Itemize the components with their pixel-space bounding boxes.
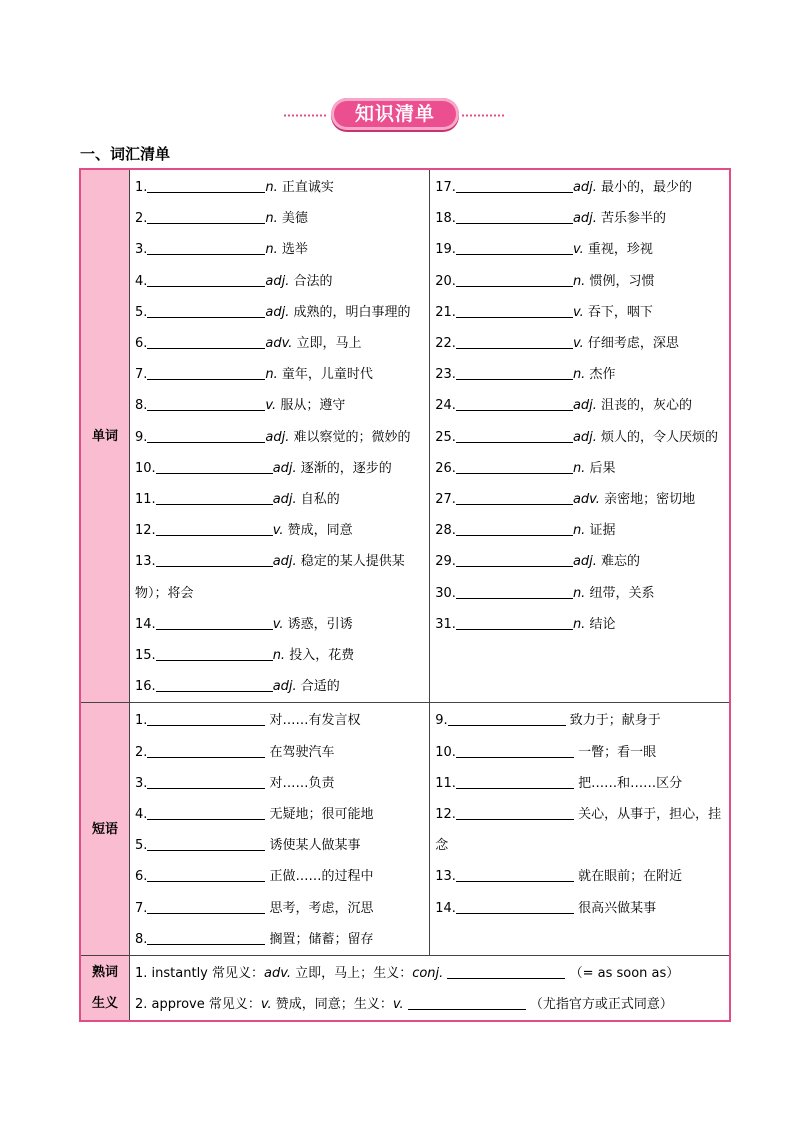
phrase-item: [135, 768, 429, 799]
common-label: 常见义：: [208, 997, 261, 1013]
phrase-item: [135, 893, 429, 924]
part-of-speech: adj.: [265, 429, 290, 445]
phrase-meaning: 搁置；储蓄；留存: [269, 931, 374, 947]
item-number: 17.: [435, 180, 456, 195]
item-number: 12.: [135, 523, 156, 539]
word-item: [135, 671, 429, 702]
word-meaning: 惯例，习惯: [589, 273, 655, 289]
item-number: 11.: [435, 775, 456, 791]
meaning-note: （= as soon as）: [569, 966, 680, 982]
item-number: 1.: [135, 180, 148, 195]
answer-blank[interactable]: [147, 930, 265, 945]
answer-blank[interactable]: [456, 552, 573, 567]
answer-blank[interactable]: [456, 365, 573, 380]
category-familiar: [80, 956, 130, 1022]
item-number: 28.: [435, 523, 456, 539]
part-of-speech: v.: [572, 304, 584, 320]
phrase-item: [135, 861, 429, 892]
answer-blank[interactable]: [147, 365, 265, 380]
answer-blank[interactable]: [456, 867, 574, 882]
word-meaning: 证据: [589, 523, 616, 539]
phrase-item: [135, 737, 429, 768]
answer-blank[interactable]: [456, 209, 573, 224]
word-item: [135, 422, 429, 453]
word-meaning: 合法的: [293, 273, 333, 289]
word-item: [435, 484, 729, 515]
item-number: 5.: [135, 838, 148, 854]
word-item: [135, 640, 429, 671]
answer-blank[interactable]: [147, 899, 265, 914]
item-number: 24.: [435, 398, 456, 414]
word-item: [135, 266, 429, 297]
phrases-left-column: [130, 703, 430, 956]
item-number: 10.: [435, 744, 456, 760]
part-of-speech: adj.: [272, 460, 297, 476]
category-words: 单词: [80, 169, 130, 703]
word-meaning: 重视，珍视: [587, 242, 653, 258]
word-meaning: 立即，马上: [296, 336, 362, 352]
new-label: 生义：: [373, 966, 413, 982]
word-item: [435, 359, 729, 390]
part-of-speech: n.: [265, 367, 278, 383]
answer-blank[interactable]: [147, 334, 265, 349]
section-header: [283, 98, 505, 132]
word-item: [135, 609, 429, 640]
phrase-meaning: 在驾驶汽车: [269, 744, 335, 760]
word-meaning: 选举: [281, 242, 308, 258]
answer-blank[interactable]: [147, 272, 265, 287]
words-left-column: [130, 169, 430, 703]
part-of-speech: adj.: [572, 429, 597, 445]
words-row: [80, 169, 730, 703]
word-item: [135, 359, 429, 390]
word-item: [435, 172, 729, 203]
familiar-items: [130, 956, 731, 1022]
word-meaning: 合适的: [300, 679, 340, 695]
word-meaning: 投入，花费: [289, 648, 355, 664]
item-number: 1.: [135, 713, 148, 729]
item-number: 4.: [135, 807, 148, 823]
item-number: 15.: [135, 648, 156, 664]
common-pos: adv.: [264, 966, 292, 982]
word-item: [135, 234, 429, 265]
word-meaning: 童年，儿童时代: [281, 367, 373, 383]
new-label: 生义：: [353, 997, 393, 1013]
meaning-note: （尤指官方或正式同意）: [529, 997, 673, 1013]
word-meaning: 稳定的某人提供某物）；将会: [135, 554, 405, 601]
answer-blank[interactable]: [456, 334, 573, 349]
answer-blank[interactable]: [147, 774, 265, 789]
familiar-item: [135, 989, 729, 1020]
part-of-speech: adj.: [572, 554, 597, 570]
item-number: 10.: [135, 460, 156, 476]
word-meaning: 自私的: [300, 492, 340, 508]
item-number: 3.: [135, 242, 148, 258]
phrase-item: [435, 861, 729, 892]
familiar-word: instantly: [151, 966, 208, 982]
word-item: [435, 266, 729, 297]
word-meaning: 难忘的: [601, 554, 641, 570]
phrase-item: [435, 705, 729, 736]
item-number: 18.: [435, 211, 456, 227]
answer-blank[interactable]: [456, 303, 573, 318]
phrase-meaning: 思考，考虑，沉思: [269, 900, 374, 916]
word-meaning: 吞下，咽下: [587, 304, 653, 320]
word-item: [135, 453, 429, 484]
answer-blank[interactable]: [147, 303, 265, 318]
answer-blank[interactable]: [456, 899, 574, 914]
part-of-speech: v.: [572, 242, 584, 258]
answer-blank[interactable]: [408, 995, 526, 1010]
word-meaning: 仔细考虑，深思: [587, 336, 679, 352]
phrase-meaning: 对……有发言权: [269, 713, 361, 729]
answer-blank[interactable]: [456, 428, 573, 443]
answer-blank[interactable]: [147, 178, 265, 193]
part-of-speech: n.: [572, 585, 586, 601]
category-familiar-line2: 生义: [91, 996, 118, 1012]
part-of-speech: n.: [572, 367, 586, 383]
part-of-speech: adj.: [272, 679, 297, 695]
word-meaning: 逐渐的，逐步的: [300, 460, 392, 476]
phrase-item: [435, 893, 729, 924]
answer-blank[interactable]: [456, 240, 573, 255]
answer-blank[interactable]: [456, 615, 573, 630]
part-of-speech: v.: [572, 336, 584, 352]
item-number: 29.: [435, 554, 456, 570]
answer-blank[interactable]: [456, 178, 573, 193]
word-meaning: 亲密地；密切地: [604, 492, 696, 508]
word-item: [435, 328, 729, 359]
answer-blank[interactable]: [156, 615, 273, 630]
part-of-speech: n.: [572, 616, 586, 632]
part-of-speech: adv.: [572, 492, 600, 508]
phrase-item: [135, 924, 429, 955]
item-number: 4.: [135, 273, 148, 289]
word-item: [435, 515, 729, 546]
item-number: 8.: [135, 398, 148, 414]
header-badge: 知识清单: [331, 98, 459, 130]
part-of-speech: n.: [572, 273, 586, 289]
word-item: [135, 203, 429, 234]
word-item: [135, 390, 429, 421]
word-meaning: 成熟的，明白事理的: [293, 304, 411, 320]
phrase-meaning: 正做……的过程中: [269, 869, 374, 885]
item-number: 2.: [135, 744, 148, 760]
phrases-right-column: [430, 703, 730, 956]
answer-blank[interactable]: [156, 552, 273, 567]
part-of-speech: adj.: [265, 304, 290, 320]
part-of-speech: n.: [265, 242, 278, 258]
words-right-column: [430, 169, 730, 703]
word-item: [435, 234, 729, 265]
category-phrases: 短语: [80, 703, 130, 956]
answer-blank[interactable]: [156, 459, 273, 474]
part-of-speech: adj.: [272, 554, 297, 570]
common-meaning: 赞成，同意；: [275, 997, 354, 1013]
item-number: 16.: [135, 679, 156, 695]
phrase-item: [135, 830, 429, 861]
item-number: 11.: [135, 492, 156, 508]
item-number: 2.: [135, 997, 148, 1013]
word-meaning: 赞成，同意: [287, 523, 353, 539]
part-of-speech: n.: [272, 648, 286, 664]
word-meaning: 纽带，关系: [589, 585, 655, 601]
part-of-speech: v.: [272, 523, 284, 539]
part-of-speech: adj.: [572, 398, 597, 414]
word-item: [435, 546, 729, 577]
answer-blank[interactable]: [456, 805, 574, 820]
new-pos: conj.: [412, 966, 444, 982]
answer-blank[interactable]: [456, 521, 573, 536]
word-item: [435, 297, 729, 328]
word-meaning: 最小的，最少的: [601, 180, 693, 195]
phrase-meaning: 关心，从事于，担心，挂念: [435, 807, 722, 854]
part-of-speech: n.: [572, 523, 586, 539]
item-number: 31.: [435, 616, 456, 632]
phrase-item: [135, 799, 429, 830]
word-item: [435, 390, 729, 421]
item-number: 13.: [435, 869, 456, 885]
common-label: 常见义：: [212, 966, 265, 982]
answer-blank[interactable]: [156, 646, 273, 661]
answer-blank[interactable]: [147, 711, 265, 726]
item-number: 30.: [435, 585, 456, 601]
answer-blank[interactable]: [147, 240, 265, 255]
answer-blank[interactable]: [156, 677, 273, 692]
item-number: 12.: [435, 807, 456, 823]
word-item: [435, 203, 729, 234]
word-meaning: 杰作: [589, 367, 616, 383]
word-meaning: 难以察觉的；微妙的: [293, 429, 411, 445]
word-meaning: 正直诚实: [281, 180, 334, 195]
phrase-meaning: 很高兴做某事: [578, 900, 657, 916]
phrase-meaning: 诱使某人做某事: [269, 838, 361, 854]
item-number: 23.: [435, 367, 456, 383]
phrase-meaning: 就在眼前；在附近: [578, 869, 683, 885]
familiar-item: [135, 958, 729, 989]
item-number: 14.: [135, 616, 156, 632]
item-number: 3.: [135, 775, 148, 791]
item-number: 27.: [435, 492, 456, 508]
item-number: 14.: [435, 900, 456, 916]
familiar-word: approve: [151, 997, 205, 1013]
word-meaning: 结论: [589, 616, 616, 632]
answer-blank[interactable]: [147, 805, 265, 820]
answer-blank[interactable]: [456, 584, 573, 599]
item-number: 7.: [135, 367, 148, 383]
word-item: [435, 578, 729, 609]
part-of-speech: n.: [265, 211, 278, 227]
item-number: 5.: [135, 304, 148, 320]
answer-blank[interactable]: [456, 272, 573, 287]
item-number: 8.: [135, 931, 148, 947]
answer-blank[interactable]: [147, 867, 265, 882]
item-number: 7.: [135, 900, 148, 916]
part-of-speech: adj.: [572, 211, 597, 227]
part-of-speech: v.: [272, 616, 284, 632]
word-meaning: 诱惑，引诱: [287, 616, 353, 632]
item-number: 22.: [435, 336, 456, 352]
phrase-item: [135, 705, 429, 736]
answer-blank[interactable]: [456, 396, 573, 411]
part-of-speech: adj.: [272, 492, 297, 508]
part-of-speech: adj.: [265, 273, 290, 289]
new-pos: v.: [392, 997, 404, 1013]
item-number: 26.: [435, 460, 456, 476]
answer-blank[interactable]: [456, 774, 574, 789]
answer-blank[interactable]: [456, 743, 574, 758]
item-number: 25.: [435, 429, 456, 445]
phrase-meaning: 对……负责: [269, 775, 335, 791]
item-number: 6.: [135, 336, 148, 352]
item-number: 19.: [435, 242, 456, 258]
item-number: 2.: [135, 211, 148, 227]
answer-blank[interactable]: [147, 743, 265, 758]
word-item: [135, 546, 429, 608]
word-meaning: 服从；遵守: [280, 398, 346, 414]
word-item: [435, 422, 729, 453]
word-meaning: 苦乐参半的: [601, 211, 667, 227]
phrase-meaning: 一瞥；看一眼: [578, 744, 657, 760]
answer-blank[interactable]: [447, 964, 565, 979]
answer-blank[interactable]: [456, 459, 573, 474]
phrase-meaning: 无疑地；很可能地: [269, 807, 374, 823]
item-number: 9.: [435, 713, 448, 729]
answer-blank[interactable]: [156, 521, 273, 536]
item-number: 21.: [435, 304, 456, 320]
part-of-speech: n.: [572, 460, 586, 476]
word-item: [135, 484, 429, 515]
word-meaning: 美德: [281, 211, 308, 227]
item-number: 20.: [435, 273, 456, 289]
part-of-speech: adv.: [265, 336, 293, 352]
phrase-meaning: 把……和……区分: [578, 775, 683, 791]
vocab-table: [79, 168, 731, 1022]
common-pos: v.: [260, 997, 272, 1013]
word-meaning: 沮丧的，灰心的: [601, 398, 693, 414]
item-number: 1.: [135, 966, 148, 982]
item-number: 6.: [135, 869, 148, 885]
part-of-speech: v.: [265, 398, 277, 414]
answer-blank[interactable]: [147, 836, 265, 851]
answer-blank[interactable]: [448, 711, 566, 726]
phrase-item: [435, 737, 729, 768]
word-item: [135, 297, 429, 328]
answer-blank[interactable]: [156, 490, 273, 505]
answer-blank[interactable]: [147, 428, 265, 443]
word-item: [135, 172, 429, 203]
phrase-item: [435, 768, 729, 799]
familiar-row: [80, 956, 730, 1022]
answer-blank[interactable]: [147, 396, 265, 411]
answer-blank[interactable]: [147, 209, 265, 224]
phrases-row: [80, 703, 730, 956]
common-meaning: 立即，马上；: [295, 966, 374, 982]
word-item: [435, 453, 729, 484]
word-meaning: 烦人的，令人厌烦的: [601, 429, 719, 445]
decorative-dots-right: [461, 114, 505, 117]
category-familiar-line1: 熟词: [91, 965, 118, 981]
item-number: 9.: [135, 429, 148, 445]
part-of-speech: n.: [265, 180, 278, 195]
part-of-speech: adj.: [572, 180, 597, 195]
section-title: 一、词汇清单: [80, 145, 171, 163]
phrase-meaning: 致力于；献身于: [569, 713, 661, 729]
word-item: [135, 328, 429, 359]
phrase-item: [435, 799, 729, 861]
item-number: 13.: [135, 554, 156, 570]
decorative-dots-left: [283, 114, 327, 117]
word-item: [435, 609, 729, 640]
answer-blank[interactable]: [456, 490, 573, 505]
word-meaning: 后果: [589, 460, 616, 476]
word-item: [135, 515, 429, 546]
